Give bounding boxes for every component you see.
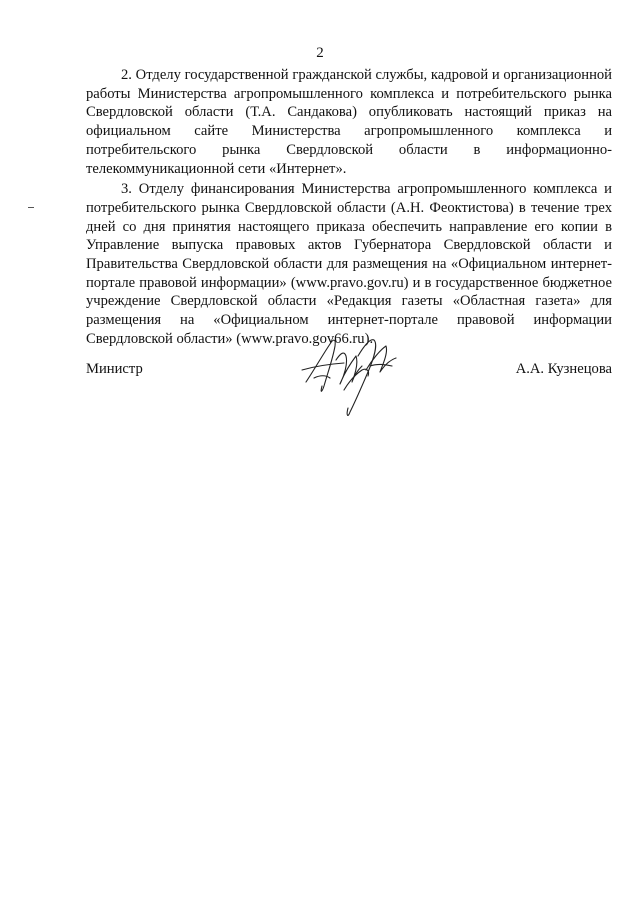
signatory-name: А.А. Кузнецова [515,361,612,377]
page-number: 2 [316,45,324,61]
handwritten-signature [300,330,410,425]
paragraph-3: 3. Отделу финансирования Министерства агропромышленного комплекса и потребительского рынка Свердловской области (А.Н. Феоктистова) в течение трех дней со дня принятия настоящего приказа обеспечить направление его копии в Управление выпуска правовых актов Губернатора Свердловской области и Правительства Свердловской области для размещения на «Официальном интернет-портале правовой информации» (www.pravo.gov.ru) и в государственное бюджетное учреждение Свердловской области «Редакция газеты «Областная газета» для размещения на «Официальном интернет-портале правовой информации Свердловской области» (www.pravo.gov66.ru). [86,181,612,347]
document-body [86,66,612,351]
margin-mark [28,207,34,208]
signatory-title: Министр [86,361,143,377]
paragraph-2: 2. Отделу государственной гражданской службы, кадровой и организационной работы Министерства агропромышленного комплекса и потребительского рынка Свердловской области (Т.А. Сандакова) опубликовать настоящий приказ на официальном сайте Министерства агропромышленного комплекса и потребительского рынка Свердловской области в информационно-телекоммуникационной сети «Интернет». [86,67,612,177]
